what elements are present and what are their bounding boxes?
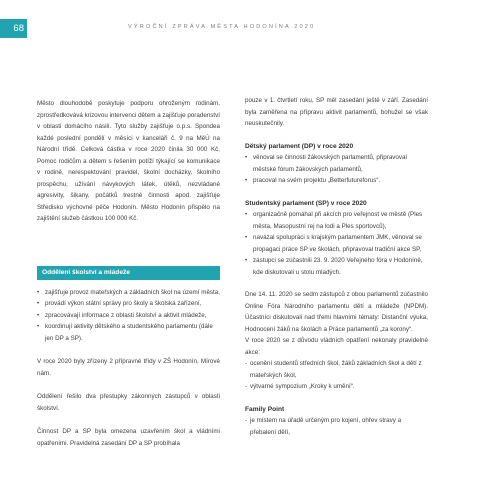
sub-heading: Studentský parlament (SP) v roce 2020 — [245, 199, 367, 207]
list-item: • věnoval se činnosti žákovských parlamentů, připravoval městské fórum žákovských parlamentů, — [245, 152, 428, 175]
list-item: • koordinují aktivity dětského a studentského parlamentu (dále jen DP a SP). — [37, 321, 220, 344]
list-item: - výtvarné sympozium „Kroky k umění“. — [245, 381, 428, 393]
running-head: VÝROČNÍ ZPRÁVA MĚSTA HODONÍNA 2020 — [128, 24, 316, 30]
paragraph: V roce 2020 se z důvodu vládních opatření nekonaly pravidelné akce: — [245, 337, 428, 356]
duties-list — [37, 287, 220, 345]
list-item: • pracoval na svém projektu „Betterfuturefor​us“. — [245, 175, 428, 187]
cancelled-events-list — [245, 358, 428, 393]
left-column — [37, 98, 220, 449]
intro-paragraph: pouze v 1. čtvrtletí roku, SP měl zasedání ještě v září. Zasedání byla zaměřena na přípravu aktivit parlamentů, bohužel se však neuskutečnily. — [245, 97, 428, 127]
right-column — [245, 95, 428, 438]
section-heading: Oddělení školství a mládeže — [37, 266, 220, 280]
paragraph: V roce 2020 byly zřízeny 2 přípravné třídy v ZŠ Hodonín, Mírové nám. — [37, 358, 220, 377]
list-item: - ocenění studentů středních škol, žáků základních škol a dětí z mateřských škol, — [245, 358, 428, 381]
page-number-tab: 68 — [0, 19, 27, 38]
list-item: • zpracovávají informace z oblasti školství a aktivit mládeže, — [37, 310, 220, 322]
sp-list — [245, 209, 428, 278]
sub-heading: Family Point — [245, 405, 285, 413]
family-point-list — [245, 415, 428, 438]
list-item: • navázal spolupráci s krajským parlamentem JMK, věnoval se propagaci práce SP ve školách, připravoval tradiční akce SP, — [245, 232, 428, 255]
intro-paragraph: Město dlouhodobě poskytuje podporu ohroženým rodinám, zprostředkovává krizovou intervenci dětem a zajišťuje poradenství v oblasti domácího násilí. Tyto služby zajišťuje o.p.s. Spondea každé poslední pondělí v měsíci v kanceláři č. 9 na MěÚ na Národní třídě. Celková částka v roce 2020 činila 30 000 Kč. Pomoc rodičům a dětem s řešením potíží týkající se komunikace v rodině, nerespektování pravidel, školní docházky, školního prospěchu, užívání návykových látek, útěků, nezvládané agresivity, šikany, počátků trestné činnosti apod. zajišťuje Středisko výchovné péče Hodonín. Město Hodonín přispělo na zajištění služeb částkou 100 000 Kč. — [37, 100, 220, 222]
sub-heading: Dětský parlament (DP) v roce 2020 — [245, 142, 354, 150]
list-item: - je místem na úřadě určeným pro kojení, ohřev stravy a přebalení dětí, — [245, 415, 428, 438]
paragraph: Dne 14. 11. 2020 se sedm zástupců z obou parlamentů zúčastnilo Online Fóra Národního parlamentu dětí a mládeže (NPDM). Účastníci diskutovali nad třemi hlavními tématy: Distanční výuka, Hodnocení žáků na školách a Práce parlamentů „za korony“. — [245, 291, 428, 333]
paragraph: Činnost DP a SP byla omezena uzavřením škol a vládními opatřeními. Pravidelná zasedání DP a SP probíhala — [37, 428, 220, 447]
list-item: • zástupci se zúčastnili 23. 9. 2020 Veřejného fóra v Hodoníně, kde diskutovali u stolu mladých. — [245, 255, 428, 278]
dp-list — [245, 152, 428, 187]
list-item: • zajišťuje provoz mateřských a základních škol na území města, — [37, 287, 220, 299]
paragraph: Oddělení řešilo dva přestupky zákonných zástupců v oblasti školství. — [37, 393, 220, 412]
list-item: • provádí výkon státní správy pro školy a školská zařízení, — [37, 298, 220, 310]
list-item: • organizačně pomáhal při akcích pro veřejnost ve městě (Ples města, Masopustní rej na lodi a Ples sportovců), — [245, 209, 428, 232]
